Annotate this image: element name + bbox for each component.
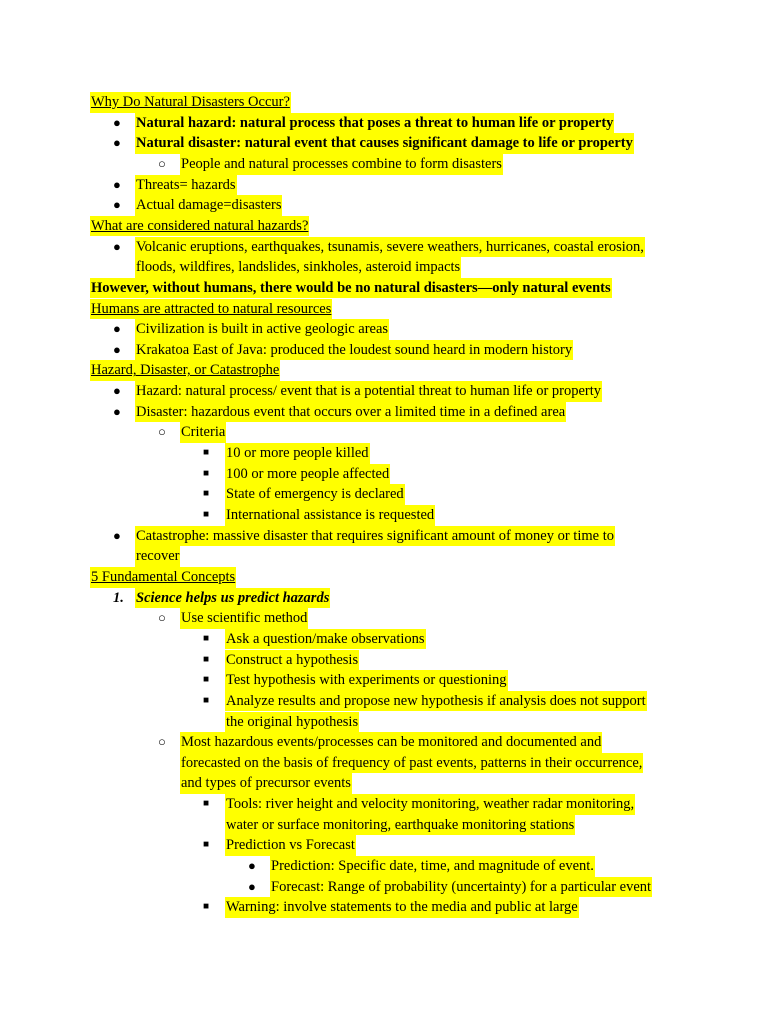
line-text: Why Do Natural Disasters Occur? [90,92,291,113]
bullet-marker: ■ [203,901,210,913]
bullet-marker: ● [113,135,121,151]
bullet-marker: ■ [203,694,210,706]
bullet-marker: ● [113,341,121,357]
line-text: State of emergency is declared [225,484,405,505]
line-text: International assistance is requested [225,505,435,526]
line-text: Ask a question/make observations [225,629,426,650]
line-text: Hazard: natural process/ event that is a potential threat to human life or property [135,381,602,402]
line-text: People and natural processes combine to form disasters [180,154,503,175]
bullet-marker: ■ [203,653,210,665]
line-text: 5 Fundamental Concepts [90,567,236,588]
line-text: What are considered natural hazards? [90,216,309,237]
line-text: and types of precursor events [180,773,352,794]
bullet-marker: ■ [203,467,210,479]
line-text: Criteria [180,422,226,443]
line-text: 10 or more people killed [225,443,370,464]
bullet-marker: ■ [203,839,210,851]
line-text: Use scientific method [180,608,308,629]
line-text: Actual damage=disasters [135,195,282,216]
bullet-marker: ■ [203,447,210,459]
line-text: Volcanic eruptions, earthquakes, tsunamis, severe weathers, hurricanes, coastal erosion, [135,237,645,258]
bullet-marker: ■ [203,488,210,500]
line-text: Civilization is built in active geologic areas [135,319,389,340]
line-text: water or surface monitoring, earthquake monitoring stations [225,815,575,836]
bullet-marker: ○ [158,155,166,171]
bullet-marker: ● [248,878,256,894]
line-text: Threats= hazards [135,175,237,196]
bullet-marker: ● [113,238,121,254]
list-number: 1. [113,589,124,606]
line-text: the original hypothesis [225,712,359,733]
bullet-marker: ○ [158,424,166,440]
bullet-marker: ■ [203,509,210,520]
line-text: However, without humans, there would be no natural disasters—only natural events [90,278,612,299]
line-text: Krakatoa East of Java: produced the loudest sound heard in modern history [135,340,573,361]
line-text: Prediction vs Forecast [225,835,356,856]
bullet-marker: ● [113,527,121,543]
line-text: Humans are attracted to natural resources [90,299,332,320]
line-text: Disaster: hazardous event that occurs over a limited time in a defined area [135,402,566,423]
bullet-marker: ● [113,197,121,213]
line-text: Natural hazard: natural process that poses a threat to human life or property [135,113,614,134]
line-text: Warning: involve statements to the media and public at large [225,897,579,918]
bullet-marker: ■ [203,674,210,686]
bullet-marker: ● [113,403,121,419]
line-text: Construct a hypothesis [225,650,359,671]
line-text: recover [135,546,180,567]
bullet-marker: ■ [203,632,210,644]
bullet-marker: ● [113,114,121,130]
bullet-marker: ● [113,321,121,337]
line-text: Test hypothesis with experiments or questioning [225,670,508,691]
bullet-marker: ● [113,176,121,192]
line-text: Forecast: Range of probability (uncertainty) for a particular event [270,877,652,898]
line-text: floods, wildfires, landslides, sinkholes, asteroid impacts [135,257,461,278]
bullet-marker: ○ [158,734,166,750]
line-text: forecasted on the basis of frequency of past events, patterns in their occurrence, [180,753,643,774]
bullet-marker: ○ [158,610,166,626]
line-text: Analyze results and propose new hypothesis if analysis does not support [225,691,647,712]
bullet-marker: ● [113,383,121,399]
bullet-marker: ■ [203,798,210,810]
line-text: Prediction: Specific date, time, and magnitude of event. [270,856,595,877]
line-text: Most hazardous events/processes can be monitored and documented and [180,732,602,753]
line-text: Hazard, Disaster, or Catastrophe [90,360,280,381]
line-text: 100 or more people affected [225,464,390,485]
line-text: Science helps us predict hazards [135,588,330,609]
line-text: Tools: river height and velocity monitoring, weather radar monitoring, [225,794,635,815]
bullet-marker: ● [248,858,256,874]
line-text: Natural disaster: natural event that causes significant damage to life or property [135,133,634,154]
line-text: Catastrophe: massive disaster that requires significant amount of money or time to [135,526,615,547]
